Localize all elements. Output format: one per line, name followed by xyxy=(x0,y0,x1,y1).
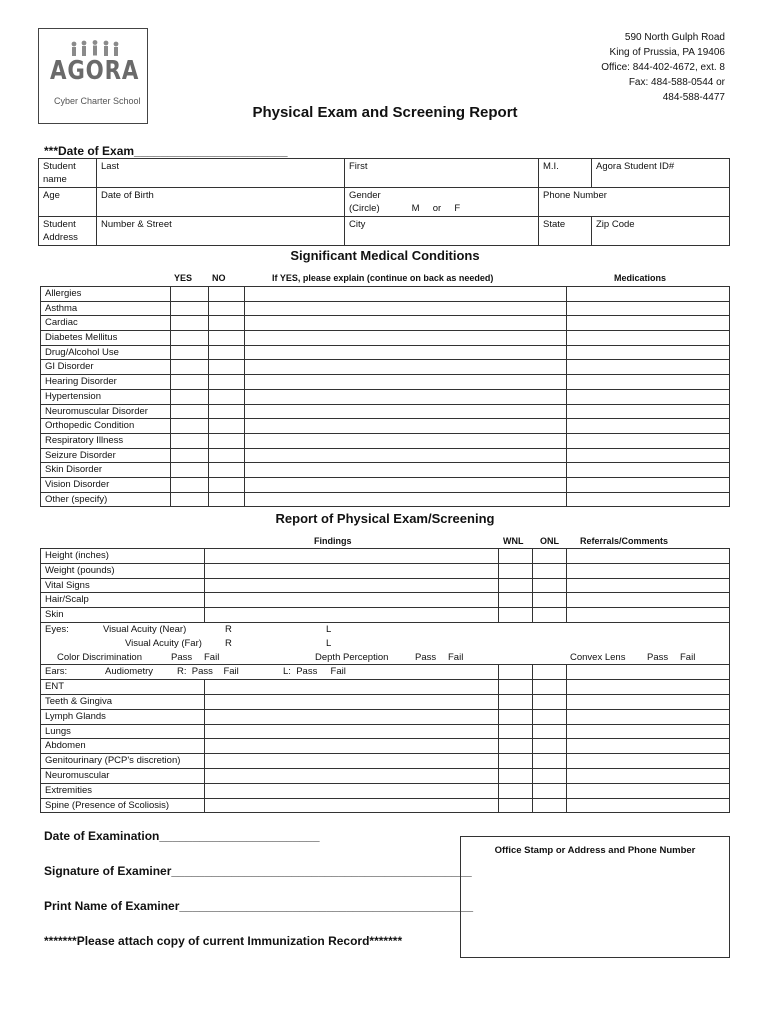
table-row xyxy=(41,768,730,783)
table-row xyxy=(41,345,730,360)
condition-no[interactable] xyxy=(209,389,245,404)
logo-subtitle: Cyber Charter School xyxy=(54,96,141,106)
va-far-label: Visual Acuity (Far) xyxy=(125,637,202,649)
condition-medications[interactable] xyxy=(567,316,730,331)
exam-item-label: Teeth & Gingiva xyxy=(41,694,205,709)
address-line: Office: 844-402-4672, ext. 8 xyxy=(601,62,725,73)
phone-field[interactable]: Phone Number xyxy=(539,188,730,217)
exam-onl[interactable] xyxy=(533,593,567,608)
condition-no[interactable] xyxy=(209,404,245,419)
exam-findings[interactable] xyxy=(205,593,499,608)
condition-explain[interactable] xyxy=(245,301,567,316)
condition-explain[interactable] xyxy=(245,404,567,419)
condition-medications[interactable] xyxy=(567,375,730,390)
exam-comments[interactable] xyxy=(567,754,730,769)
condition-explain[interactable] xyxy=(245,477,567,492)
condition-explain[interactable] xyxy=(245,331,567,346)
table-row xyxy=(41,492,730,507)
va-near-r[interactable]: R xyxy=(225,623,232,635)
exam-item-label: Height (inches) xyxy=(41,549,205,564)
condition-label: Neuromuscular Disorder xyxy=(41,404,171,419)
condition-yes[interactable] xyxy=(171,331,209,346)
exam-wnl[interactable] xyxy=(499,694,533,709)
condition-medications[interactable] xyxy=(567,463,730,478)
condition-yes[interactable] xyxy=(171,477,209,492)
condition-yes[interactable] xyxy=(171,375,209,390)
last-name-field[interactable]: Last xyxy=(97,159,345,188)
condition-no[interactable] xyxy=(209,331,245,346)
condition-no[interactable] xyxy=(209,360,245,375)
depth-pass[interactable]: Pass xyxy=(415,651,437,663)
exam-findings[interactable] xyxy=(205,783,499,798)
exam-wnl[interactable] xyxy=(499,709,533,724)
table-row xyxy=(41,578,730,593)
exam-wnl[interactable] xyxy=(499,783,533,798)
signature-field[interactable]: Signature of Examiner_____________________________________________ xyxy=(44,864,472,878)
table-row xyxy=(41,549,730,564)
condition-explain[interactable] xyxy=(245,433,567,448)
condition-label: Other (specify) xyxy=(41,492,171,507)
exam-onl[interactable] xyxy=(533,724,567,739)
table-row xyxy=(41,783,730,798)
immunization-note: *******Please attach copy of current Immunization Record******* xyxy=(44,934,403,948)
condition-medications[interactable] xyxy=(567,404,730,419)
exam-item-label: ENT xyxy=(41,680,205,695)
gender-field[interactable] xyxy=(345,188,539,217)
condition-no[interactable] xyxy=(209,301,245,316)
condition-no[interactable] xyxy=(209,345,245,360)
exam-onl[interactable] xyxy=(533,709,567,724)
condition-yes[interactable] xyxy=(171,448,209,463)
condition-label: Orthopedic Condition xyxy=(41,419,171,434)
condition-medications[interactable] xyxy=(567,360,730,375)
table-row xyxy=(41,331,730,346)
audiometry-left[interactable]: L: Pass Fail xyxy=(283,666,346,678)
referrals-header: Referrals/Comments xyxy=(580,536,669,546)
office-stamp-box[interactable] xyxy=(460,836,730,958)
condition-no[interactable] xyxy=(209,375,245,390)
date-of-exam-field[interactable]: ***Date of Exam_______________________ xyxy=(44,144,288,158)
exam-onl[interactable] xyxy=(533,783,567,798)
color-pass[interactable]: Pass xyxy=(171,651,193,663)
table-row xyxy=(41,754,730,769)
table-row xyxy=(41,709,730,724)
exam-findings[interactable] xyxy=(205,549,499,564)
condition-explain[interactable] xyxy=(245,345,567,360)
va-far-row xyxy=(41,637,730,651)
table-row xyxy=(41,739,730,754)
exam-comments[interactable] xyxy=(567,694,730,709)
street-field[interactable]: Number & Street xyxy=(97,217,345,246)
table-row xyxy=(41,448,730,463)
exam-item-label: Spine (Presence of Scoliosis) xyxy=(41,798,205,813)
exam-wnl[interactable] xyxy=(499,768,533,783)
exam-wnl[interactable] xyxy=(499,578,533,593)
table-row xyxy=(41,563,730,578)
exam-findings[interactable] xyxy=(205,754,499,769)
date-of-examination-field[interactable]: Date of Examination________________________ xyxy=(44,829,320,843)
address-line: King of Prussia, PA 19406 xyxy=(609,47,725,58)
exam-comments[interactable] xyxy=(567,783,730,798)
address-line: Fax: 484-588-0544 or xyxy=(628,77,725,88)
condition-medications[interactable] xyxy=(567,448,730,463)
school-address xyxy=(601,30,725,105)
table-row xyxy=(41,694,730,709)
ears-onl[interactable] xyxy=(533,665,567,680)
audiometry-right[interactable]: R: Pass Fail xyxy=(177,666,239,678)
address-line: 484-588-4477 xyxy=(662,92,725,103)
condition-label: GI Disorder xyxy=(41,360,171,375)
condition-yes[interactable] xyxy=(171,419,209,434)
exam-onl[interactable] xyxy=(533,549,567,564)
convex-pass[interactable]: Pass xyxy=(647,651,669,663)
condition-no[interactable] xyxy=(209,287,245,302)
exam-item-label: Lungs xyxy=(41,724,205,739)
eyes-row xyxy=(41,622,730,636)
exam-wnl[interactable] xyxy=(499,593,533,608)
condition-label: Respiratory Illness xyxy=(41,433,171,448)
condition-explain[interactable] xyxy=(245,287,567,302)
condition-no[interactable] xyxy=(209,316,245,331)
condition-yes[interactable] xyxy=(171,316,209,331)
table-row xyxy=(41,433,730,448)
condition-no[interactable] xyxy=(209,477,245,492)
condition-label: Diabetes Mellitus xyxy=(41,331,171,346)
onl-header: ONL xyxy=(540,536,559,546)
exam-item-label: Genitourinary (PCP's discretion) xyxy=(41,754,205,769)
exam-findings[interactable] xyxy=(205,680,499,695)
condition-yes[interactable] xyxy=(171,492,209,507)
gender-options[interactable]: M or F xyxy=(411,203,461,214)
depth-fail[interactable]: Fail xyxy=(448,651,464,663)
table-row xyxy=(41,360,730,375)
va-far-r[interactable]: R xyxy=(225,637,232,649)
condition-explain[interactable] xyxy=(245,375,567,390)
exam-item-label: Vital Signs xyxy=(41,578,205,593)
exam-onl[interactable] xyxy=(533,563,567,578)
condition-medications[interactable] xyxy=(567,492,730,507)
ears-wnl[interactable] xyxy=(499,665,533,680)
condition-explain[interactable] xyxy=(245,316,567,331)
exam-comments[interactable] xyxy=(567,724,730,739)
condition-label: Drug/Alcohol Use xyxy=(41,345,171,360)
condition-label: Skin Disorder xyxy=(41,463,171,478)
state-field[interactable]: State xyxy=(539,217,592,246)
condition-no[interactable] xyxy=(209,419,245,434)
exam-wnl[interactable] xyxy=(499,680,533,695)
condition-yes[interactable] xyxy=(171,360,209,375)
exam-comments[interactable] xyxy=(567,739,730,754)
ears-comments[interactable] xyxy=(567,665,730,680)
table-row xyxy=(41,463,730,478)
exam-wnl[interactable] xyxy=(499,739,533,754)
exam-onl[interactable] xyxy=(533,578,567,593)
exam-wnl[interactable] xyxy=(499,754,533,769)
table-row xyxy=(41,316,730,331)
condition-medications[interactable] xyxy=(567,389,730,404)
color-depth-row xyxy=(41,651,730,665)
condition-no[interactable] xyxy=(209,463,245,478)
table-row xyxy=(41,593,730,608)
exam-onl[interactable] xyxy=(533,739,567,754)
condition-medications[interactable] xyxy=(567,331,730,346)
medications-header: Medications xyxy=(614,273,667,283)
exam-comments[interactable] xyxy=(567,593,730,608)
exam-wnl[interactable] xyxy=(499,563,533,578)
exam-findings[interactable] xyxy=(205,608,499,623)
exam-item-label: Lymph Glands xyxy=(41,709,205,724)
condition-explain[interactable] xyxy=(245,419,567,434)
table-row xyxy=(41,287,730,302)
student-name-label: Student name xyxy=(39,159,97,188)
condition-label: Hearing Disorder xyxy=(41,375,171,390)
student-id-field[interactable]: Agora Student ID# xyxy=(592,159,730,188)
medical-section-title: Significant Medical Conditions xyxy=(290,248,480,263)
condition-label: Allergies xyxy=(41,287,171,302)
ears-row xyxy=(41,665,499,680)
dob-field[interactable]: Date of Birth xyxy=(97,188,345,217)
table-row xyxy=(41,724,730,739)
exam-item-label: Hair/Scalp xyxy=(41,593,205,608)
exam-item-label: Extremities xyxy=(41,783,205,798)
va-near-l[interactable]: L xyxy=(326,623,332,635)
condition-label: Cardiac xyxy=(41,316,171,331)
depth-label: Depth Perception xyxy=(315,651,389,663)
table-row xyxy=(41,798,730,813)
exam-item-label: Weight (pounds) xyxy=(41,563,205,578)
condition-label: Asthma xyxy=(41,301,171,316)
table-row xyxy=(41,389,730,404)
condition-medications[interactable] xyxy=(567,419,730,434)
exam-findings[interactable] xyxy=(205,724,499,739)
condition-yes[interactable] xyxy=(171,301,209,316)
exam-onl[interactable] xyxy=(533,680,567,695)
exam-findings[interactable] xyxy=(205,563,499,578)
condition-yes[interactable] xyxy=(171,463,209,478)
table-row xyxy=(41,375,730,390)
physical-exam-table xyxy=(40,548,730,813)
exam-comments[interactable] xyxy=(567,768,730,783)
va-near-label: Visual Acuity (Near) xyxy=(103,623,187,635)
exam-comments[interactable] xyxy=(567,578,730,593)
exam-findings[interactable] xyxy=(205,578,499,593)
condition-explain[interactable] xyxy=(245,463,567,478)
exam-findings[interactable] xyxy=(205,694,499,709)
findings-header: Findings xyxy=(314,536,352,546)
exam-wnl[interactable] xyxy=(499,798,533,813)
exam-comments[interactable] xyxy=(567,563,730,578)
exam-findings[interactable] xyxy=(205,768,499,783)
table-row xyxy=(41,404,730,419)
student-address-label: Student Address xyxy=(39,217,97,246)
exam-findings[interactable] xyxy=(205,798,499,813)
condition-yes[interactable] xyxy=(171,287,209,302)
first-name-field[interactable]: First xyxy=(345,159,539,188)
condition-explain[interactable] xyxy=(245,389,567,404)
office-stamp-label: Office Stamp or Address and Phone Number xyxy=(494,845,696,856)
condition-explain[interactable] xyxy=(245,360,567,375)
convex-label: Convex Lens xyxy=(570,651,626,663)
condition-medications[interactable] xyxy=(567,345,730,360)
exam-comments[interactable] xyxy=(567,680,730,695)
age-field[interactable]: Age xyxy=(39,188,97,217)
color-fail[interactable]: Fail xyxy=(204,651,220,663)
exam-comments[interactable] xyxy=(567,798,730,813)
condition-no[interactable] xyxy=(209,433,245,448)
condition-yes[interactable] xyxy=(171,389,209,404)
medical-conditions-table xyxy=(40,286,730,507)
condition-explain[interactable] xyxy=(245,448,567,463)
table-row xyxy=(41,477,730,492)
exam-comments[interactable] xyxy=(567,709,730,724)
ears-label: Ears: xyxy=(45,666,68,678)
mi-field[interactable]: M.I. xyxy=(539,159,592,188)
condition-medications[interactable] xyxy=(567,301,730,316)
address-line: 590 North Gulph Road xyxy=(624,32,725,43)
exam-findings[interactable] xyxy=(205,739,499,754)
page-title: Physical Exam and Screening Report xyxy=(252,104,518,121)
condition-no[interactable] xyxy=(209,448,245,463)
zip-field[interactable]: Zip Code xyxy=(592,217,730,246)
wnl-header: WNL xyxy=(503,536,524,546)
table-row xyxy=(41,680,730,695)
exam-wnl[interactable] xyxy=(499,608,533,623)
condition-yes[interactable] xyxy=(171,345,209,360)
condition-no[interactable] xyxy=(209,492,245,507)
exam-comments[interactable] xyxy=(567,549,730,564)
exam-onl[interactable] xyxy=(533,754,567,769)
exam-comments[interactable] xyxy=(567,608,730,623)
yes-header: YES xyxy=(174,273,193,283)
condition-medications[interactable] xyxy=(567,433,730,448)
no-header: NO xyxy=(212,273,226,283)
exam-findings[interactable] xyxy=(205,709,499,724)
condition-explain[interactable] xyxy=(245,492,567,507)
condition-label: Seizure Disorder xyxy=(41,448,171,463)
exam-wnl[interactable] xyxy=(499,724,533,739)
student-info-table xyxy=(38,158,730,246)
condition-label: Hypertension xyxy=(41,389,171,404)
logo-wordmark: AGORA xyxy=(50,56,140,86)
table-row xyxy=(41,301,730,316)
color-disc-label: Color Discrimination xyxy=(57,651,142,663)
audiometry-label: Audiometry xyxy=(105,666,154,678)
table-row xyxy=(41,419,730,434)
condition-label: Vision Disorder xyxy=(41,477,171,492)
condition-medications[interactable] xyxy=(567,477,730,492)
condition-yes[interactable] xyxy=(171,404,209,419)
exam-onl[interactable] xyxy=(533,608,567,623)
exam-onl[interactable] xyxy=(533,694,567,709)
va-far-l[interactable]: L xyxy=(326,637,332,649)
exam-wnl[interactable] xyxy=(499,549,533,564)
table-row xyxy=(41,608,730,623)
exam-item-label: Neuromuscular xyxy=(41,768,205,783)
explain-header: If YES, please explain (continue on back as needed) xyxy=(272,273,494,283)
exam-item-label: Skin xyxy=(41,608,205,623)
condition-medications[interactable] xyxy=(567,287,730,302)
condition-yes[interactable] xyxy=(171,433,209,448)
convex-fail[interactable]: Fail xyxy=(680,651,696,663)
physical-section-title: Report of Physical Exam/Screening xyxy=(275,511,495,526)
exam-item-label: Abdomen xyxy=(41,739,205,754)
eyes-label: Eyes: xyxy=(45,623,69,635)
city-field[interactable]: City xyxy=(345,217,539,246)
exam-onl[interactable] xyxy=(533,798,567,813)
print-name-field[interactable]: Print Name of Examiner____________________________________________ xyxy=(44,899,474,913)
exam-onl[interactable] xyxy=(533,768,567,783)
gender-label: Gender (Circle) xyxy=(349,190,381,214)
